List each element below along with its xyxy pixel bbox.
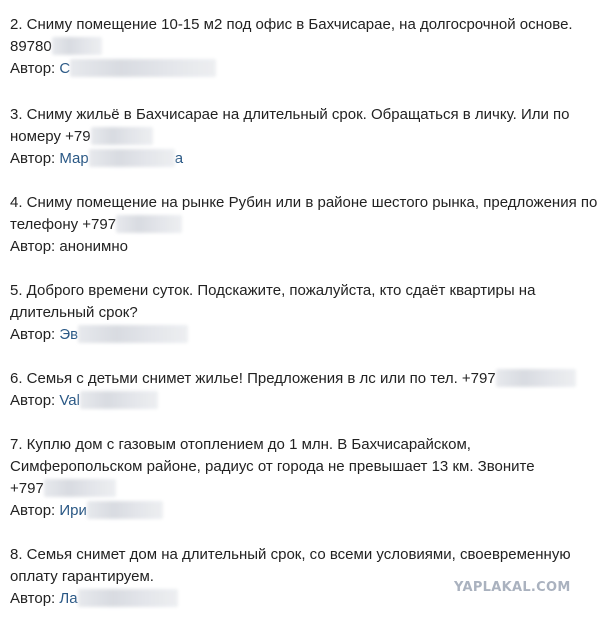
redacted-author-name (89, 149, 175, 167)
author-line (10, 148, 602, 170)
author-line (10, 500, 602, 522)
author-line (10, 390, 602, 412)
author-label: Автор: (10, 238, 56, 255)
post-text: 2. Сниму помещение 10-15 м2 под офис в Бахчисарае, на долгосрочной основе. 89780 (10, 16, 573, 55)
post-item (10, 14, 602, 80)
post-item (10, 192, 602, 258)
author-link[interactable]: Val (59, 392, 80, 409)
post-text: 3. Сниму жильё в Бахчисарае на длительный срок. Обращаться в личку. Или по номеру +79 (10, 106, 570, 145)
redacted-phone (116, 215, 182, 233)
author-link[interactable]: Эв (59, 326, 79, 343)
author-label: Автор: (10, 326, 56, 343)
redacted-author-name (87, 501, 163, 519)
post-item (10, 544, 602, 610)
author-label: Автор: (10, 150, 56, 167)
redacted-author-name (78, 325, 188, 343)
author-link[interactable]: С (59, 60, 71, 77)
redacted-phone (44, 479, 116, 497)
post-item (10, 104, 602, 170)
author-line (10, 58, 602, 80)
post-text: 7. Куплю дом с газовым отоплением до 1 млн. В Бахчисарайском, Симферопольском районе, радиус от города не превышает 13 км. Звоните +797 (10, 436, 535, 497)
author-link[interactable]: Ла (59, 590, 78, 607)
author-link[interactable]: Мар а (59, 150, 184, 167)
post-text: 8. Семья снимет дом на длительный срок, со всеми условиями, своевременную оплату гарантируем. (10, 546, 571, 585)
redacted-phone (91, 127, 153, 145)
author-label: Автор: (10, 590, 56, 607)
post-text: 5. Доброго времени суток. Подскажите, пожалуйста, кто сдаёт квартиры на длительный срок? (10, 282, 536, 321)
site-watermark: YAPLAKAL.COM (454, 580, 571, 595)
author-line (10, 236, 602, 258)
post-text: 6. Семья с детьми снимет жилье! Предложения в лс или по тел. +797 (10, 368, 602, 390)
author-label: Автор: (10, 392, 56, 409)
author-link[interactable]: Ири (59, 502, 87, 519)
post-text: 4. Сниму помещение на рынке Рубин или в районе шестого рынка, предложения по телефону +797 (10, 194, 598, 233)
redacted-author-name (70, 59, 216, 77)
redacted-phone (52, 37, 102, 55)
author-label: Автор: (10, 60, 56, 77)
redacted-author-name (78, 589, 178, 607)
post-item (10, 434, 602, 522)
author-line (10, 324, 602, 346)
author-anonymous: анонимно (59, 238, 128, 255)
post-item (10, 368, 602, 412)
redacted-phone (496, 369, 576, 387)
author-label: Автор: (10, 502, 56, 519)
redacted-author-name (80, 391, 158, 409)
post-item (10, 280, 602, 346)
